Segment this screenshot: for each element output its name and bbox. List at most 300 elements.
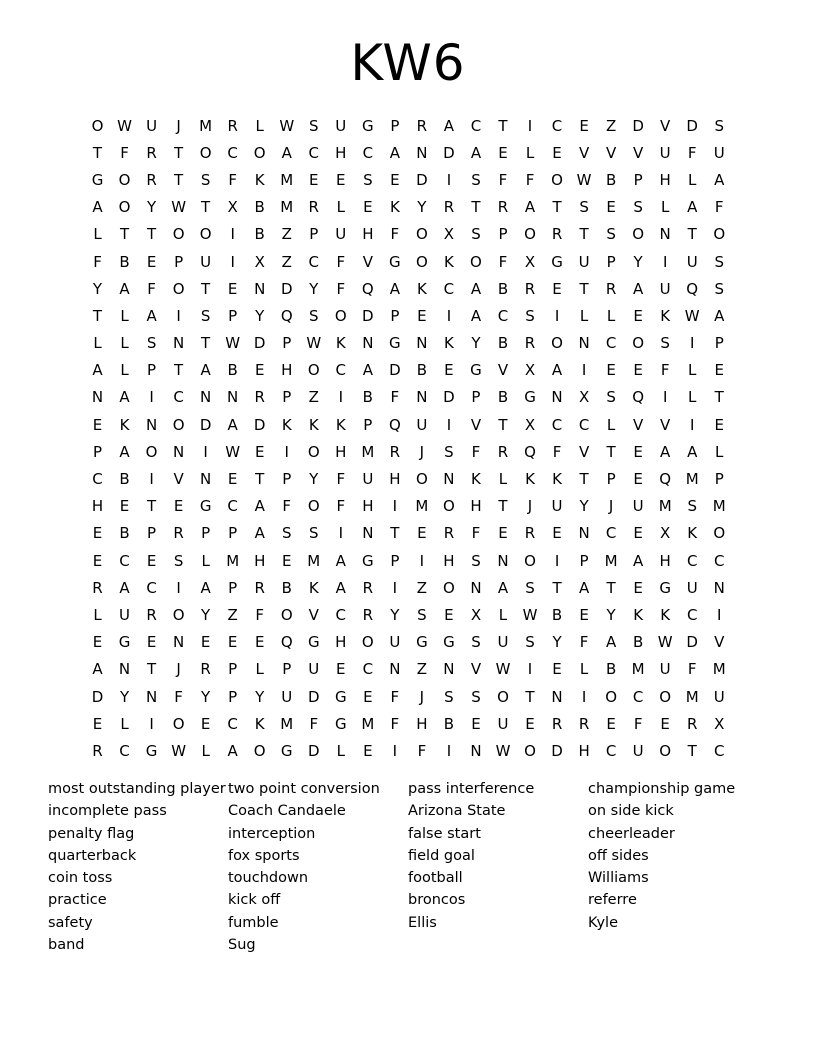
search-word: two point conversion: [228, 781, 380, 797]
grid-letter: S: [606, 225, 616, 244]
grid-row: [84, 275, 734, 302]
grid-letter: O: [361, 633, 374, 652]
grid-letter: E: [417, 524, 427, 543]
grid-row: [84, 166, 734, 193]
grid-letter: W: [576, 170, 592, 189]
grid-letter: R: [497, 198, 509, 217]
grid-letter: A: [200, 361, 211, 380]
search-word: kick off: [228, 892, 281, 909]
grid-letter: A: [119, 388, 130, 407]
grid-letter: R: [308, 198, 319, 217]
grid-letter: T: [92, 306, 103, 325]
grid-letter: D: [443, 143, 455, 162]
grid-letter: C: [686, 605, 698, 624]
grid-row: [84, 411, 734, 438]
grid-letter: I: [149, 388, 154, 407]
grid-letter: I: [392, 578, 398, 597]
grid-letter: L: [120, 361, 129, 380]
grid-letter: F: [282, 497, 292, 516]
grid-letter: Q: [361, 279, 374, 298]
grid-letter: E: [552, 524, 562, 543]
grid-letter: P: [228, 306, 238, 325]
grid-letter: P: [714, 470, 724, 489]
grid-letter: T: [498, 415, 508, 434]
grid-letter: Y: [606, 605, 616, 624]
grid-letter: L: [606, 415, 616, 434]
grid-letter: L: [715, 442, 724, 461]
grid-letter: Y: [146, 198, 157, 217]
grid-letter: F: [228, 170, 237, 189]
grid-letter: E: [173, 497, 184, 516]
grid-letter: O: [91, 116, 104, 135]
grid-letter: U: [335, 116, 347, 135]
grid-letter: C: [605, 334, 617, 353]
grid-letter: I: [689, 415, 695, 434]
grid-letter: N: [362, 524, 374, 543]
grid-letter: A: [470, 306, 482, 325]
grid-letter: S: [471, 170, 481, 189]
search-word: Kyle: [588, 914, 618, 931]
search-word: penalty flag: [48, 825, 135, 842]
grid-letter: O: [415, 470, 428, 489]
grid-letter: S: [633, 198, 643, 217]
grid-letter: C: [497, 306, 509, 325]
grid-letter: I: [581, 687, 587, 706]
grid-letter: I: [446, 306, 452, 325]
grid-letter: F: [390, 225, 400, 244]
grid-letter: P: [633, 170, 643, 189]
search-word: football: [408, 870, 463, 887]
grid-letter: D: [199, 415, 212, 434]
grid-letter: D: [362, 306, 374, 325]
grid-letter: L: [120, 306, 129, 325]
grid-letter: L: [255, 116, 264, 135]
grid-letter: N: [470, 741, 482, 760]
grid-letter: E: [336, 170, 346, 189]
grid-letter: J: [176, 116, 181, 135]
search-word: field goal: [408, 847, 475, 864]
grid-letter: E: [227, 470, 238, 489]
grid-letter: I: [446, 741, 452, 760]
grid-letter: V: [470, 660, 482, 679]
grid-row: [84, 302, 734, 329]
grid-letter: P: [390, 306, 400, 325]
grid-letter: B: [605, 170, 617, 189]
grid-letter: M: [280, 714, 294, 733]
grid-letter: O: [659, 687, 672, 706]
grid-letter: U: [497, 633, 509, 652]
grid-letter: I: [230, 252, 235, 271]
grid-letter: I: [338, 524, 344, 543]
grid-letter: D: [389, 361, 401, 380]
grid-letter: A: [470, 143, 482, 162]
grid-letter: R: [686, 714, 698, 733]
grid-letter: R: [578, 714, 590, 733]
grid-letter: P: [201, 524, 211, 543]
grid-letter: H: [416, 714, 428, 733]
grid-letter: N: [172, 442, 185, 461]
grid-letter: B: [416, 361, 428, 380]
search-word: safety: [48, 914, 93, 931]
grid-letter: T: [390, 524, 400, 543]
grid-letter: U: [578, 252, 590, 271]
search-word: Arizona State: [408, 803, 506, 820]
search-word: championship game: [588, 781, 736, 797]
grid-letter: W: [171, 198, 187, 217]
grid-letter: I: [392, 497, 398, 516]
grid-letter: O: [118, 170, 131, 189]
grid-letter: R: [443, 524, 455, 543]
grid-letter: L: [255, 660, 264, 679]
grid-letter: I: [446, 415, 452, 434]
grid-letter: A: [254, 497, 265, 516]
grid-letter: X: [578, 388, 590, 407]
grid-letter: E: [227, 633, 238, 652]
grid-letter: Y: [92, 279, 103, 298]
grid-letter: B: [362, 388, 373, 407]
grid-letter: G: [389, 334, 401, 353]
grid-letter: A: [119, 578, 130, 597]
grid-letter: H: [578, 741, 590, 760]
grid-letter: A: [714, 170, 725, 189]
grid-letter: I: [662, 252, 668, 271]
grid-letter: P: [471, 388, 481, 407]
grid-letter: E: [92, 714, 103, 733]
grid-letter: F: [336, 279, 346, 298]
grid-letter: U: [119, 605, 131, 624]
grid-letter: C: [119, 551, 130, 570]
grid-row: [84, 520, 734, 547]
search-word: cheerleader: [588, 825, 675, 842]
grid-letter: S: [281, 524, 292, 543]
grid-letter: O: [632, 225, 645, 244]
grid-letter: Z: [281, 252, 292, 271]
grid-letter: O: [334, 306, 347, 325]
grid-letter: H: [362, 225, 374, 244]
grid-letter: R: [173, 524, 184, 543]
grid-letter: P: [282, 470, 292, 489]
grid-letter: W: [495, 660, 511, 679]
grid-letter: P: [498, 225, 508, 244]
grid-letter: H: [254, 551, 266, 570]
grid-letter: T: [498, 497, 508, 516]
grid-letter: R: [362, 605, 374, 624]
grid-letter: K: [119, 415, 130, 434]
grid-letter: G: [145, 741, 158, 760]
grid-letter: I: [176, 306, 181, 325]
grid-letter: F: [579, 633, 589, 652]
grid-letter: P: [714, 334, 724, 353]
grid-letter: F: [93, 252, 102, 271]
grid-letter: B: [497, 334, 509, 353]
grid-letter: P: [606, 470, 616, 489]
grid-letter: F: [471, 442, 481, 461]
grid-letter: I: [581, 361, 587, 380]
grid-letter: M: [280, 198, 294, 217]
grid-letter: F: [471, 524, 481, 543]
grid-letter: I: [230, 225, 235, 244]
grid-letter: O: [415, 252, 428, 271]
grid-letter: A: [470, 279, 482, 298]
search-word: off sides: [588, 847, 649, 864]
grid-letter: E: [200, 633, 211, 652]
grid-letter: C: [551, 415, 563, 434]
grid-letter: H: [659, 170, 671, 189]
grid-letter: R: [497, 442, 509, 461]
grid-letter: Q: [388, 415, 401, 434]
grid-letter: E: [227, 279, 238, 298]
grid-letter: L: [688, 361, 697, 380]
search-word: fumble: [228, 914, 279, 931]
grid-letter: G: [416, 633, 428, 652]
grid-row: [84, 139, 734, 166]
grid-letter: N: [578, 334, 590, 353]
grid-letter: I: [554, 306, 560, 325]
grid-letter: M: [199, 116, 213, 135]
grid-letter: E: [606, 714, 616, 733]
grid-letter: S: [471, 225, 481, 244]
grid-letter: X: [443, 225, 455, 244]
grid-letter: F: [255, 605, 265, 624]
grid-letter: T: [687, 741, 697, 760]
grid-letter: T: [92, 143, 103, 162]
grid-row: [84, 465, 734, 492]
grid-letter: E: [254, 442, 265, 461]
grid-letter: T: [471, 198, 481, 217]
grid-letter: A: [633, 279, 644, 298]
grid-letter: C: [632, 687, 644, 706]
grid-letter: I: [527, 116, 533, 135]
grid-letter: X: [714, 714, 725, 733]
word-column: [408, 778, 588, 956]
grid-letter: C: [551, 116, 563, 135]
grid-letter: M: [631, 660, 645, 679]
grid-letter: S: [309, 306, 319, 325]
grid-letter: C: [308, 252, 319, 271]
grid-row: [84, 384, 734, 411]
grid-row: [84, 221, 734, 248]
grid-letter: V: [633, 415, 644, 434]
grid-letter: K: [633, 605, 644, 624]
grid-letter: C: [362, 143, 374, 162]
grid-letter: D: [416, 170, 428, 189]
grid-letter: J: [419, 687, 425, 706]
grid-letter: E: [633, 578, 643, 597]
grid-letter: S: [146, 334, 157, 353]
grid-letter: E: [119, 497, 130, 516]
grid-letter: N: [389, 660, 401, 679]
grid-letter: W: [522, 605, 538, 624]
grid-letter: Y: [309, 470, 319, 489]
grid-letter: X: [227, 198, 238, 217]
grid-row: [84, 112, 734, 139]
grid-letter: S: [525, 306, 535, 325]
page-title: KW6: [350, 34, 466, 92]
grid-letter: L: [120, 334, 129, 353]
grid-letter: T: [174, 170, 184, 189]
grid-letter: Y: [579, 497, 589, 516]
grid-letter: U: [281, 687, 293, 706]
grid-letter: X: [524, 252, 536, 271]
grid-letter: B: [227, 361, 238, 380]
grid-letter: R: [92, 741, 103, 760]
grid-letter: S: [714, 116, 724, 135]
grid-letter: K: [444, 252, 454, 271]
grid-letter: Y: [390, 605, 400, 624]
grid-letter: E: [146, 252, 157, 271]
grid-letter: F: [714, 198, 724, 217]
grid-letter: K: [525, 470, 535, 489]
grid-letter: U: [335, 225, 347, 244]
grid-letter: P: [363, 415, 373, 434]
grid-letter: O: [713, 225, 726, 244]
grid-letter: O: [253, 741, 266, 760]
grid-letter: Z: [416, 660, 428, 679]
grid-letter: O: [524, 551, 536, 570]
grid-letter: F: [336, 470, 346, 489]
grid-letter: Y: [255, 306, 265, 325]
grid-letter: T: [687, 225, 697, 244]
grid-letter: U: [632, 741, 644, 760]
grid-letter: V: [605, 143, 617, 162]
grid-letter: A: [254, 524, 265, 543]
grid-letter: T: [579, 279, 589, 298]
grid-letter: N: [416, 334, 428, 353]
grid-letter: E: [552, 660, 562, 679]
grid-letter: Q: [686, 279, 699, 298]
grid-letter: T: [579, 225, 589, 244]
grid-row: [84, 737, 734, 764]
grid-row: [84, 547, 734, 574]
grid-letter: P: [228, 660, 238, 679]
grid-letter: P: [174, 252, 184, 271]
grid-row: [84, 248, 734, 275]
grid-letter: F: [633, 714, 643, 733]
grid-letter: R: [146, 605, 157, 624]
grid-letter: I: [446, 170, 452, 189]
letter-grid: [84, 112, 734, 765]
grid-letter: Z: [308, 388, 319, 407]
grid-letter: O: [443, 497, 455, 516]
grid-letter: K: [308, 415, 319, 434]
grid-letter: L: [336, 741, 345, 760]
grid-letter: O: [632, 334, 645, 353]
grid-letter: M: [280, 170, 294, 189]
grid-letter: N: [145, 687, 158, 706]
grid-letter: S: [525, 578, 535, 597]
grid-letter: A: [119, 442, 130, 461]
grid-letter: O: [524, 225, 536, 244]
grid-letter: Y: [552, 633, 562, 652]
grid-letter: I: [392, 741, 398, 760]
grid-letter: V: [308, 605, 319, 624]
grid-letter: R: [92, 578, 103, 597]
word-column: [588, 778, 768, 956]
search-word: interception: [228, 825, 316, 842]
grid-letter: P: [228, 687, 238, 706]
grid-letter: P: [228, 524, 238, 543]
grid-letter: F: [660, 361, 670, 380]
grid-letter: C: [308, 143, 319, 162]
grid-letter: K: [660, 605, 671, 624]
grid-letter: A: [660, 442, 671, 461]
grid-letter: E: [633, 306, 643, 325]
grid-letter: F: [336, 252, 346, 271]
grid-letter: T: [201, 279, 211, 298]
grid-letter: P: [228, 578, 238, 597]
grid-letter: G: [199, 497, 212, 516]
grid-letter: A: [524, 198, 536, 217]
grid-letter: T: [119, 225, 130, 244]
grid-letter: E: [92, 633, 103, 652]
grid-letter: F: [390, 388, 400, 407]
grid-letter: F: [309, 714, 319, 733]
grid-letter: S: [309, 524, 319, 543]
grid-letter: Y: [119, 687, 130, 706]
grid-letter: Q: [280, 306, 293, 325]
grid-letter: N: [416, 388, 428, 407]
grid-letter: G: [307, 633, 320, 652]
grid-letter: C: [362, 660, 374, 679]
grid-letter: L: [336, 198, 345, 217]
grid-letter: A: [335, 551, 346, 570]
grid-row: [84, 601, 734, 628]
grid-letter: T: [498, 116, 508, 135]
grid-letter: R: [254, 388, 265, 407]
grid-letter: E: [498, 143, 508, 162]
grid-letter: E: [444, 361, 454, 380]
grid-letter: S: [660, 334, 670, 353]
grid-letter: E: [579, 116, 589, 135]
grid-letter: E: [444, 605, 454, 624]
grid-row: [84, 629, 734, 656]
grid-letter: Y: [471, 334, 481, 353]
grid-letter: O: [172, 714, 185, 733]
grid-letter: S: [606, 388, 616, 407]
grid-letter: R: [389, 442, 401, 461]
grid-letter: C: [605, 741, 617, 760]
grid-letter: G: [443, 633, 455, 652]
grid-letter: D: [307, 687, 320, 706]
grid-letter: B: [119, 470, 130, 489]
grid-letter: N: [172, 633, 185, 652]
grid-letter: H: [335, 633, 347, 652]
grid-letter: N: [200, 388, 212, 407]
grid-letter: Q: [659, 470, 672, 489]
grid-letter: O: [551, 334, 563, 353]
search-word: practice: [48, 892, 107, 909]
search-word: pass interference: [408, 781, 535, 797]
grid-letter: T: [174, 361, 184, 380]
grid-letter: C: [713, 741, 725, 760]
grid-letter: C: [335, 605, 347, 624]
grid-letter: U: [713, 143, 725, 162]
grid-row: [84, 330, 734, 357]
grid-letter: V: [578, 143, 590, 162]
grid-letter: K: [308, 578, 319, 597]
grid-letter: A: [146, 306, 157, 325]
grid-letter: S: [525, 633, 535, 652]
grid-letter: D: [632, 116, 644, 135]
grid-letter: P: [282, 388, 292, 407]
search-word: band: [48, 937, 85, 954]
grid-letter: E: [714, 361, 724, 380]
grid-letter: M: [361, 442, 375, 461]
grid-letter: D: [253, 334, 266, 353]
grid-letter: B: [443, 714, 455, 733]
grid-letter: W: [171, 741, 187, 760]
grid-letter: H: [91, 497, 104, 516]
